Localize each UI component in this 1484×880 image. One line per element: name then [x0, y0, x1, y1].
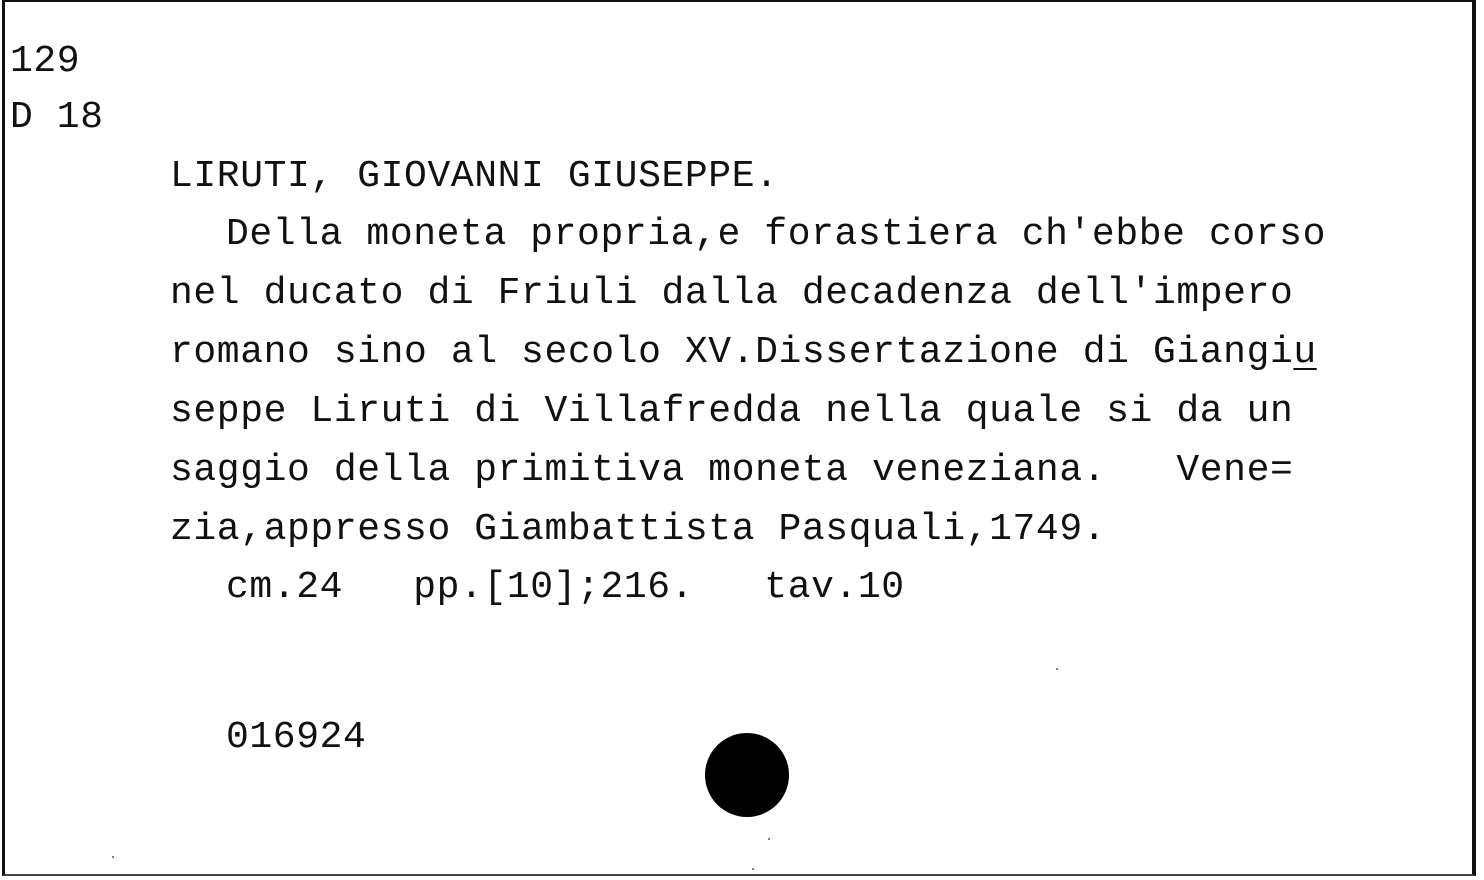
title-line-4: seppe Liruti di Villafredda nella quale si da un — [170, 390, 1294, 433]
paper-speck — [768, 838, 770, 840]
underlined-letter: u — [1293, 331, 1317, 374]
accession-number: 016924 — [226, 716, 367, 759]
paper-speck — [112, 856, 114, 858]
title-line-6: zia,appresso Giambattista Pasquali,1749. — [170, 508, 1107, 551]
title-line-2: nel ducato di Friuli dalla decadenza dell'impero — [170, 272, 1294, 315]
title-line-3 — [170, 333, 1317, 373]
collation-line: cm.24 pp.[10];216. tav.10 — [226, 566, 905, 609]
punch-hole — [705, 733, 789, 817]
paper-speck — [752, 868, 754, 870]
call-number-line-1: 129 — [10, 40, 81, 83]
title-line-1: Della moneta propria,e forastiera ch'ebbe corso — [226, 213, 1326, 256]
title-line-3-text: romano sino al secolo XV.Dissertazione di Giangiu — [170, 331, 1317, 374]
author-heading: LIRUTI, GIOVANNI GIUSEPPE. — [170, 155, 779, 198]
call-number-line-2: D 18 — [10, 96, 104, 139]
title-line-5: saggio della primitiva moneta veneziana. Vene= — [170, 449, 1294, 492]
paper-speck — [1056, 668, 1058, 670]
